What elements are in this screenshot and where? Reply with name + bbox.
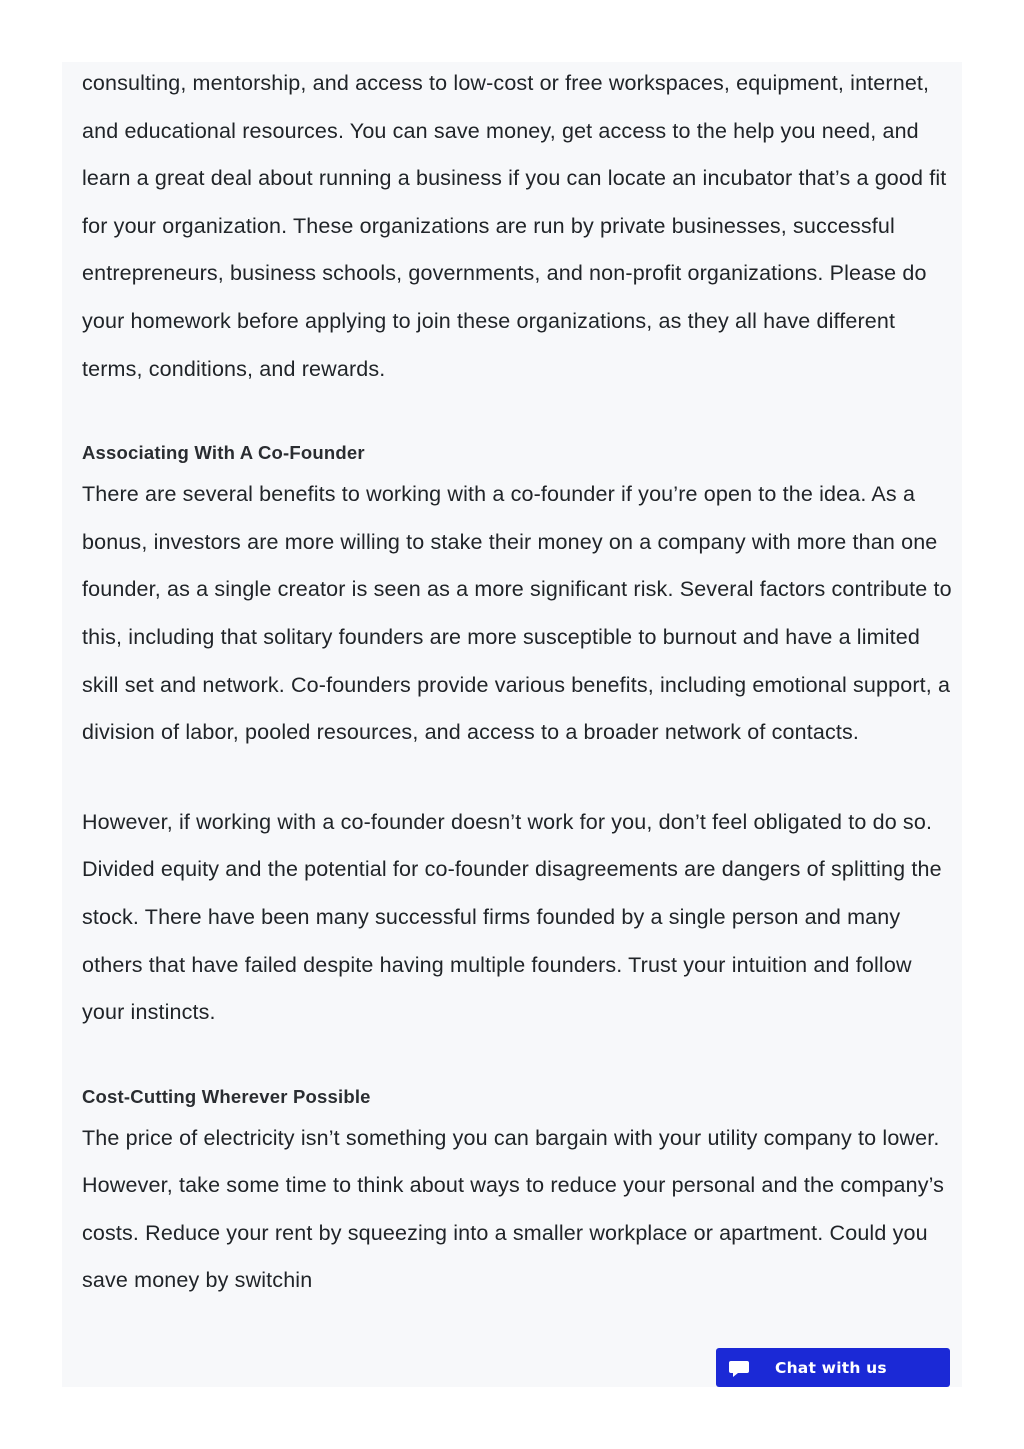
article-body bbox=[82, 62, 952, 1305]
document-page bbox=[62, 62, 962, 1387]
cost-cutting-paragraph-1: The price of electricity isn’t something you can bargain with your utility company to lower. However, take some time to think about ways to reduce your personal and the company’s costs. Reduce your rent by squeezing into a smaller workplace or apartment. Could you save money by switchin bbox=[82, 1125, 945, 1293]
chat-button-label: Chat with us bbox=[775, 1358, 887, 1377]
co-founder-paragraph-2: However, if working with a co-founder doesn’t work for you, don’t feel obligated to do so. Divided equity and the potential for co-founder disagreements are dangers of splitting the stock. There have been many successful firms founded by a single person and many others that have failed despite having multiple founders. Trust your intuition and follow your instincts. bbox=[82, 809, 942, 1025]
section-gap bbox=[82, 393, 952, 435]
chat-with-us-button[interactable] bbox=[716, 1348, 950, 1387]
section-heading-cost-cutting: Cost-Cutting Wherever Possible bbox=[82, 1085, 371, 1107]
section-heading-co-founder: Associating With A Co-Founder bbox=[82, 442, 365, 464]
intro-paragraph: consulting, mentorship, and access to low-cost or free workspaces, equipment, internet, and educational resources. You can save money, get access to the help you need, and learn a great deal about running a business if you can locate an incubator that’s a good fit for your organization. These organizations are run by private businesses, successful entrepreneurs, business schools, governments, and non-profit organizations. Please do your homework before applying to join these organizations, as they all have different terms, conditions, and rewards. bbox=[82, 71, 947, 381]
paragraph-gap bbox=[82, 757, 952, 799]
co-founder-paragraph-1: There are several benefits to working with a co-founder if you’re open to the idea. As a bonus, investors are more willing to stake their money on a company with more than one founder, as a single creator is seen as a more significant risk. Several factors contribute to this, including that solitary founders are more susceptible to burnout and have a limited skill set and network. Co-founders provide various benefits, including emotional support, a division of labor, pooled resources, and access to a broader network of contacts. bbox=[82, 482, 952, 745]
chat-bubble-icon bbox=[726, 1355, 752, 1381]
section-gap bbox=[82, 1037, 952, 1079]
